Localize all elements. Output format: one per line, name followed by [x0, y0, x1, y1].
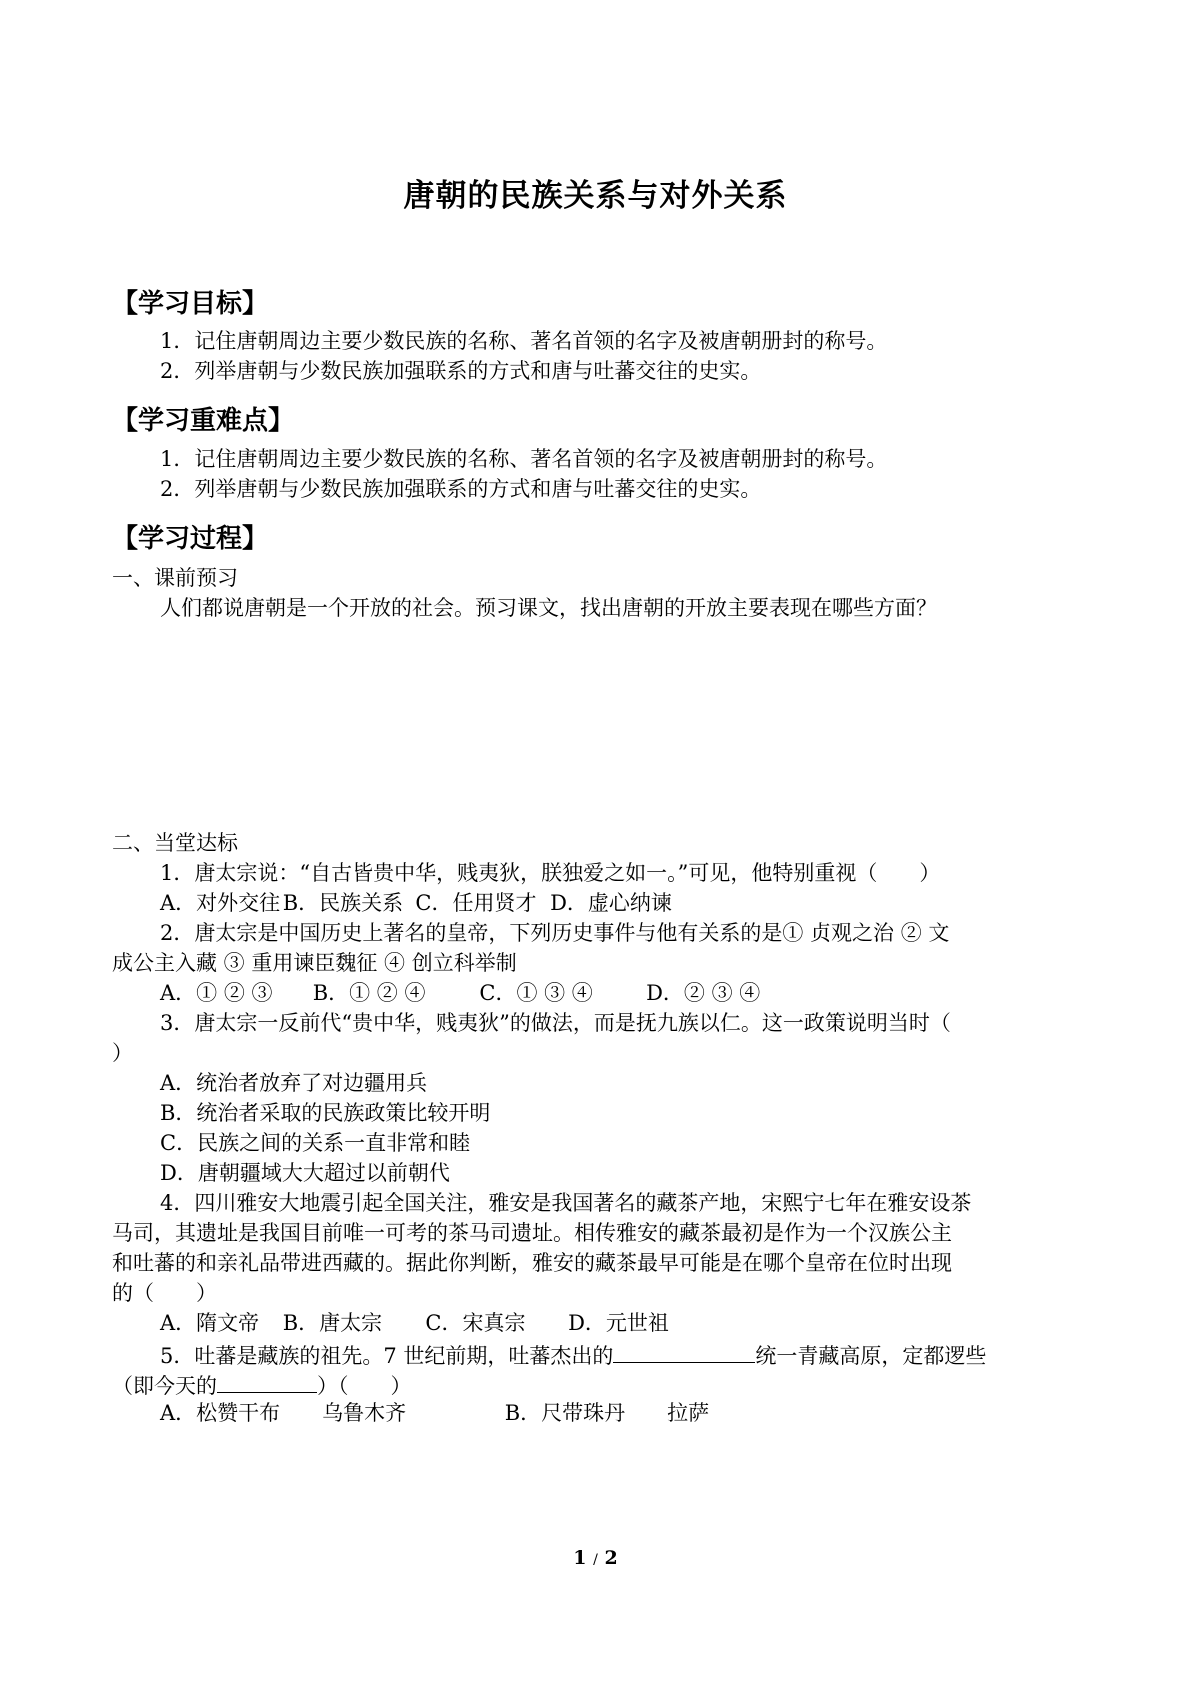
- goal-item: 1．记住唐朝周边主要少数民族的名称、著名首领的名字及被唐朝册封的称号。: [160, 329, 888, 353]
- option-b: B．民族关系: [282, 891, 404, 915]
- question-4-options: [160, 1308, 669, 1338]
- answer-blank[interactable]: [613, 1338, 755, 1363]
- question-3-option-c: C．民族之间的关系一直非常和睦: [160, 1131, 471, 1155]
- question-1-options: [160, 888, 672, 918]
- option-b: B．唐太宗: [282, 1311, 383, 1335]
- question-1-stem: 1．唐太宗说：“自古皆贵中华，贱夷狄，朕独爱之如一。”可见，他特别重视（ ）: [160, 861, 941, 885]
- question-2-stem-cont: 成公主入藏 ③ 重用谏臣魏征 ④ 创立科举制: [112, 951, 517, 975]
- page-current: 1: [573, 1547, 587, 1569]
- question-3-stem: 3．唐太宗一反前代“贵中华，贱夷狄”的做法，而是抚九族以仁。这一政策说明当时（: [160, 1011, 951, 1035]
- option-a: A．松赞干布 乌鲁木齐: [160, 1401, 407, 1425]
- question-3-option-a: A．统治者放弃了对边疆用兵: [160, 1071, 428, 1095]
- question-5-stem-part2: 统一青藏高原，定都逻些: [755, 1344, 987, 1368]
- question-4-stem: 4．四川雅安大地震引起全国关注，雅安是我国著名的藏茶产地，宋熙宁七年在雅安设茶: [160, 1191, 972, 1215]
- option-a: A．对外交往: [160, 891, 281, 915]
- goals-heading: 【学习目标】: [112, 289, 269, 319]
- question-4-stem-cont: 马司，其遗址是我国目前唯一可考的茶马司遗址。相传雅安的藏茶最初是作为一个汉族公主: [112, 1221, 952, 1245]
- question-5-stem: [160, 1338, 986, 1371]
- goal-item: 2．列举唐朝与少数民族加强联系的方式和唐与吐蕃交往的史实。: [160, 359, 762, 383]
- practice-label: 二、当堂达标: [112, 831, 238, 855]
- option-a: A．隋文帝: [160, 1311, 260, 1335]
- question-4-stem-cont: 的（ ）: [112, 1281, 217, 1305]
- preview-text: 人们都说唐朝是一个开放的社会。预习课文，找出唐朝的开放主要表现在哪些方面？: [160, 596, 937, 620]
- option-a: A．① ② ③: [160, 981, 273, 1005]
- keypoints-heading: 【学习重难点】: [112, 406, 295, 436]
- option-c: C．宋真宗: [425, 1311, 526, 1335]
- option-c: C．任用贤才: [415, 891, 537, 915]
- question-3-option-d: D．唐朝疆域大大超过以前朝代: [160, 1161, 450, 1185]
- page-separator: /: [593, 1552, 598, 1568]
- question-2-options: [160, 978, 760, 1008]
- question-4-stem-cont: 和吐蕃的和亲礼品带进西藏的。据此你判断，雅安的藏茶最早可能是在哪个皇帝在位时出现: [112, 1251, 952, 1275]
- keypoint-item: 2．列举唐朝与少数民族加强联系的方式和唐与吐蕃交往的史实。: [160, 477, 762, 501]
- option-c: C．① ③ ④: [479, 981, 593, 1005]
- option-d: D．元世祖: [568, 1311, 669, 1335]
- preview-label: 一、课前预习: [112, 566, 238, 590]
- option-d: D．② ③ ④: [646, 981, 761, 1005]
- question-5-stem-cont: [112, 1368, 412, 1401]
- question-2-stem: 2．唐太宗是中国历史上著名的皇帝，下列历史事件与他有关系的是① 贞观之治 ② 文: [160, 921, 950, 945]
- answer-blank[interactable]: [217, 1368, 317, 1393]
- question-3-option-b: B．统治者采取的民族政策比较开明: [160, 1101, 491, 1125]
- option-b: B．① ② ④: [312, 981, 426, 1005]
- question-5-stem-part1: 5．吐蕃是藏族的祖先。7 世纪前期，吐蕃杰出的: [160, 1344, 614, 1368]
- option-b: B．尺带珠丹 拉萨: [504, 1401, 710, 1425]
- question-5-stem-line2-part2: ）（ ）: [317, 1374, 412, 1398]
- page-number: [0, 1547, 1191, 1569]
- option-d: D．虚心纳谏: [550, 891, 672, 915]
- question-5-options: [160, 1398, 709, 1428]
- question-5-stem-line2-part1: （即今天的: [112, 1374, 217, 1398]
- page-title: 唐朝的民族关系与对外关系: [403, 178, 788, 214]
- process-heading: 【学习过程】: [112, 524, 269, 554]
- keypoint-item: 1．记住唐朝周边主要少数民族的名称、著名首领的名字及被唐朝册封的称号。: [160, 447, 888, 471]
- page-total: 2: [604, 1547, 618, 1569]
- question-3-stem-cont: ）: [112, 1041, 133, 1065]
